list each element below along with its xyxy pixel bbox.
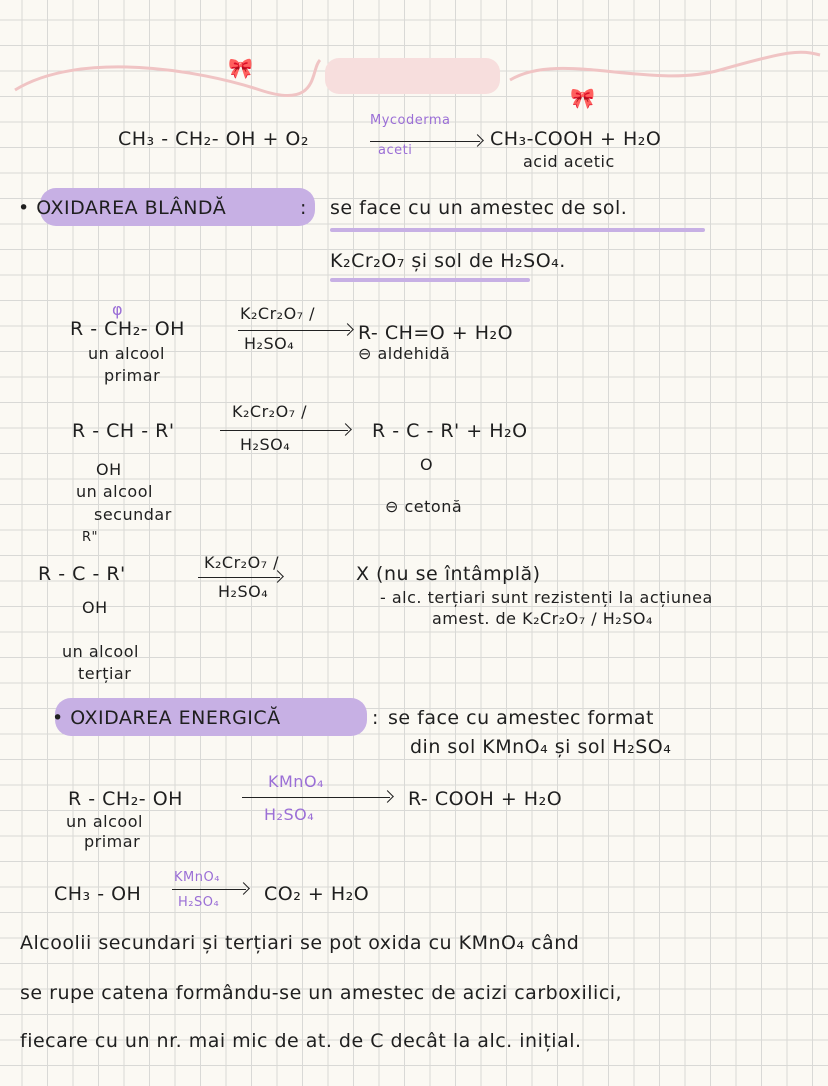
r4-label: primar: [84, 832, 141, 851]
section-title-energica: • OXIDAREA ENERGICĂ: [52, 707, 281, 729]
ribbon-right-curve: [510, 52, 820, 80]
r3-note: - alc. terțiari sunt rezistenți la acțiunea: [380, 588, 713, 607]
paragraph-line: se rupe catena formându-se un amestec de acizi carboxilici,: [20, 982, 623, 1004]
arrow-icon: [242, 797, 390, 798]
intro-catalyst-below: aceti: [378, 143, 413, 158]
intro-product: CH₃-COOH + H₂O: [490, 128, 662, 150]
r3-reagent-above: K₂Cr₂O₇ /: [204, 553, 280, 572]
r2-reagent-above: K₂Cr₂O₇ /: [232, 402, 308, 421]
blanda-desc-1: se face cu un amestec de sol.: [330, 197, 628, 219]
underline: [330, 228, 705, 232]
arrow-icon: [238, 330, 350, 331]
paragraph-line: fiecare cu un nr. mai mic de at. de C decât la alc. inițial.: [20, 1030, 582, 1052]
underline: [330, 278, 530, 282]
arrow-icon: [370, 141, 480, 142]
r4-reagent-above: KMnO₄: [268, 772, 324, 791]
ribbon-left-curve: [15, 60, 320, 96]
r4-reagent-below: H₂SO₄: [264, 805, 315, 824]
r2-oh: OH: [96, 460, 122, 479]
r1-label: un alcool: [88, 344, 165, 363]
blanda-desc-2: K₂Cr₂O₇ și sol de H₂SO₄.: [330, 250, 566, 272]
colon: :: [372, 707, 379, 729]
r3-note: amest. de K₂Cr₂O₇ / H₂SO₄: [432, 609, 653, 628]
section-title-blanda: • OXIDAREA BLÂNDĂ: [18, 197, 227, 219]
r4-label: un alcool: [66, 812, 143, 831]
r1-reactant: R - CH₂- OH: [70, 318, 185, 340]
energica-desc-1: se face cu amestec format: [388, 707, 654, 729]
r2-product-name: ⊖ cetonă: [385, 497, 463, 516]
r3-label: un alcool: [62, 642, 139, 661]
intro-catalyst-above: Mycoderma: [370, 113, 451, 128]
intro-product-name: acid acetic: [523, 152, 615, 171]
r2-product: R - C - R' + H₂O: [372, 420, 528, 442]
energica-desc-2: din sol KMnO₄ și sol H₂SO₄: [410, 736, 672, 758]
r2-label: secundar: [94, 505, 172, 524]
r1-label: primar: [104, 366, 161, 385]
r3-oh: OH: [82, 598, 108, 617]
r4-product: R- COOH + H₂O: [408, 788, 563, 810]
r3-reactant: R - C - R': [38, 563, 126, 585]
colon: :: [300, 197, 307, 219]
r2-reactant: R - CH - R': [72, 420, 175, 442]
r1-product-name: ⊖ aldehidă: [358, 344, 451, 363]
r1-reagent-above: K₂Cr₂O₇ /: [240, 304, 316, 323]
mark: φ: [112, 300, 124, 319]
ribbon-center-banner: [325, 58, 500, 94]
r1-reagent-below: H₂SO₄: [244, 334, 295, 353]
r5-product: CO₂ + H₂O: [264, 883, 370, 905]
r4-reactant: R - CH₂- OH: [68, 788, 183, 810]
r3-label: terțiar: [78, 664, 132, 683]
r5-reagent-below: H₂SO₄: [178, 895, 220, 910]
arrow-icon: [220, 430, 348, 431]
paragraph-line: Alcoolii secundari și terțiari se pot oxida cu KMnO₄ când: [20, 932, 580, 954]
r5-reactant: CH₃ - OH: [54, 883, 142, 905]
arrow-icon: [198, 577, 280, 578]
intro-reactant: CH₃ - CH₂- OH + O₂: [118, 128, 309, 150]
arrow-icon: [172, 889, 246, 890]
r3-product: X (nu se întâmplă): [356, 563, 541, 585]
r3-reagent-below: H₂SO₄: [218, 582, 269, 601]
bow-icon: 🎀: [570, 86, 595, 110]
r5-reagent-above: KMnO₄: [174, 870, 220, 885]
r1-product: R- CH=O + H₂O: [358, 322, 514, 344]
r2-reagent-below: H₂SO₄: [240, 435, 291, 454]
r2-oxygen: O: [420, 455, 434, 474]
decorative-ribbon: [0, 30, 828, 110]
r2-label: un alcool: [76, 482, 153, 501]
r3-top: R": [82, 530, 99, 545]
bow-icon: 🎀: [228, 56, 253, 80]
